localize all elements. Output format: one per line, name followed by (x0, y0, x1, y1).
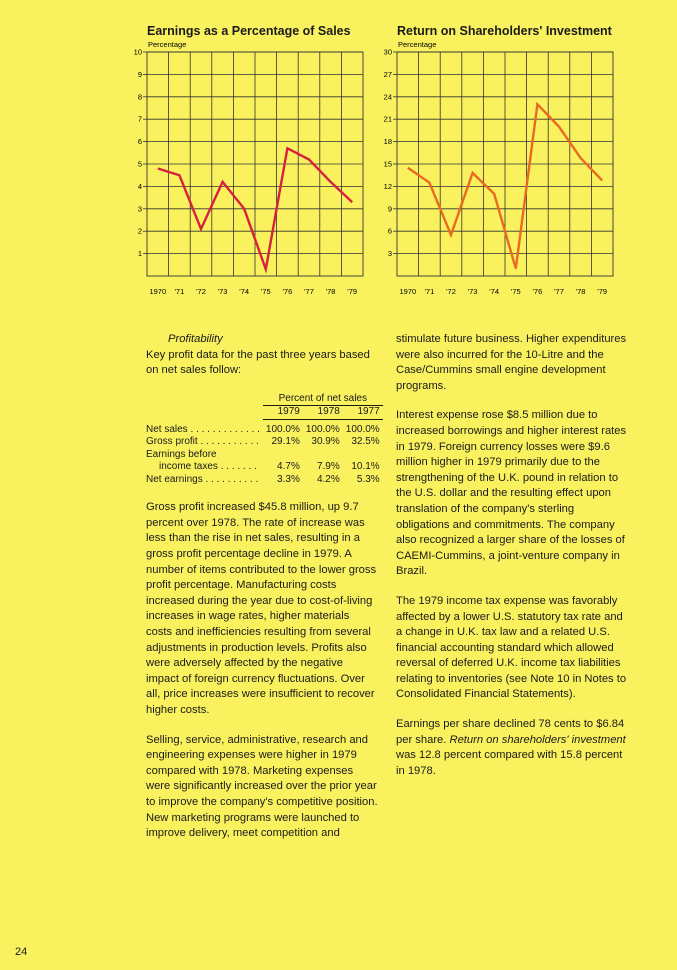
cell-value: 32.5% (351, 436, 380, 448)
y-tick-label: 5 (137, 159, 142, 169)
return-on-investment-chart (375, 38, 615, 303)
x-tick-label: 1970 (149, 287, 167, 296)
x-tick-label: '76 (532, 287, 543, 296)
y-tick-label: 30 (383, 47, 392, 57)
x-tick-label: '71 (424, 287, 435, 296)
y-axis-label: Percentage (398, 40, 437, 49)
chart-title-return: Return on Shareholders' Investment (397, 24, 612, 38)
x-tick-label: '71 (174, 287, 185, 296)
cell-value: 29.1% (271, 436, 300, 448)
intro-paragraph: Key profit data for the past three years based on net sales follow: (146, 348, 370, 377)
x-tick-label: '75 (260, 287, 271, 296)
x-tick-label: '77 (304, 287, 314, 296)
row-label: income taxes . . . . . . . (159, 461, 257, 473)
table-span-header: Percent of net sales (263, 393, 383, 406)
profit-data-table (146, 393, 383, 487)
right-column (396, 332, 628, 793)
page-number: 24 (15, 946, 28, 958)
x-tick-label: '73 (467, 287, 478, 296)
table-row (146, 461, 383, 474)
y-tick-label: 18 (383, 137, 392, 147)
cell-value: 100.0% (305, 423, 340, 435)
y-tick-label: 3 (387, 249, 392, 259)
y-tick-label: 6 (387, 226, 392, 236)
eps-paragraph (396, 717, 628, 779)
y-tick-label: 9 (137, 69, 142, 79)
cell-value: 10.1% (351, 461, 380, 473)
x-tick-label: '78 (325, 287, 336, 296)
expenses-paragraph: Selling, service, administrative, research and engineering expenses were higher in 1979 compared with 1978. Marketing expenses were significantly increased over the prior year to improve the company's competitive position. New marketing programs were launched to improve delivery, meet competition and (146, 733, 378, 840)
x-tick-label: '74 (489, 287, 500, 296)
year-header-1979: 1979 (263, 406, 303, 420)
gross-profit-paragraph: Gross profit increased $45.8 million, up 9.7 percent over 1978. The rate of increase was less than the rise in net sales, resulting in a gross profit percentage decline in 1979. A number of items contributed to the lower gross profit percentage. Manufacturing costs increased during the year due to cost-of-living increases in wage rates, higher materials costs and inefficiencies resulting from several adjustments in production levels. Profits also were adversely affected by the negative impact of foreign currency fluctuations. Over all, price increases were insufficient to recover higher costs. (146, 501, 377, 716)
x-tick-label: '72 (446, 287, 456, 296)
earnings-percentage-chart (125, 38, 365, 303)
y-tick-label: 10 (133, 47, 142, 57)
cell-value: 3.3% (277, 473, 300, 485)
row-label: Earnings before (146, 448, 217, 460)
expenditures-paragraph: stimulate future business. Higher expenditures were also incurred for the 10-Litre and the Case/Cummins small engine development programs. (396, 333, 627, 392)
x-tick-label: '73 (217, 287, 228, 296)
y-tick-label: 2 (137, 226, 142, 236)
row-label: Net sales . . . . . . . . . . . . . (146, 423, 260, 435)
y-tick-label: 12 (383, 181, 392, 191)
x-tick-label: 1970 (399, 287, 417, 296)
y-tick-label: 8 (137, 92, 142, 102)
y-tick-label: 3 (137, 204, 142, 214)
y-axis-label: Percentage (148, 40, 187, 49)
y-tick-label: 7 (137, 114, 142, 124)
x-tick-label: '78 (575, 287, 586, 296)
x-tick-label: '75 (510, 287, 521, 296)
income-tax-paragraph: The 1979 income tax expense was favorably affected by a lower U.S. statutory tax rate and a change in U.K. tax law and a related U.S. financial accounting standard which allowed reversal of deferred U.K. income tax liabilities relating to inventories (see Note 10 in Notes to Consolidated Financial Statements). (396, 594, 627, 701)
year-header-1977: 1977 (343, 406, 383, 420)
row-label: Gross profit . . . . . . . . . . . (146, 436, 259, 448)
x-tick-label: '77 (554, 287, 564, 296)
y-tick-label: 24 (383, 92, 392, 102)
section-heading-profitability: Profitability (168, 333, 223, 345)
x-tick-label: '79 (347, 287, 358, 296)
row-label: Net earnings . . . . . . . . . . (146, 473, 259, 485)
table-row (146, 424, 383, 437)
y-tick-label: 27 (383, 69, 392, 79)
interest-expense-paragraph: Interest expense rose $8.5 million due to increased borrowings and higher interest rates in 1979. Foreign currency losses were $9.6 million higher in 1979 primarily due to the strengthening of the U.K. pound in relation to the U.S. dollar and the resulting effect upon translation of the company's sterling obligations and commitments. The company also recognized a larger share of the losses of CAEMI-Cummins, a joint-venture company in Brazil. (396, 409, 627, 578)
table-row (146, 474, 383, 487)
eps-italic-phrase: Return on shareholders' investment (449, 733, 626, 746)
year-header-1978: 1978 (303, 406, 343, 420)
y-tick-label: 15 (383, 159, 392, 169)
cell-value: 5.3% (356, 473, 380, 485)
x-tick-label: '74 (239, 287, 250, 296)
y-tick-label: 4 (137, 181, 142, 191)
cell-value: 7.9% (316, 461, 340, 473)
cell-value: 4.2% (316, 473, 340, 485)
x-tick-label: '79 (597, 287, 608, 296)
left-column (146, 332, 378, 856)
y-tick-label: 6 (137, 137, 142, 147)
cell-value: 4.7% (277, 461, 300, 473)
x-tick-label: '76 (282, 287, 293, 296)
table-row (146, 449, 383, 462)
y-tick-label: 9 (387, 204, 392, 214)
table-row (146, 436, 383, 449)
cell-value: 100.0% (265, 423, 300, 435)
cell-value: 30.9% (311, 436, 340, 448)
x-tick-label: '72 (196, 287, 206, 296)
y-tick-label: 1 (137, 249, 142, 259)
eps-text-end: was 12.8 percent compared with 15.8 percent in 1978. (396, 749, 623, 777)
cell-value: 100.0% (345, 423, 380, 435)
eps-text-start: Earnings per share declined 78 cents to $6.84 per share. (396, 718, 625, 746)
chart-title-earnings: Earnings as a Percentage of Sales (147, 24, 351, 38)
y-tick-label: 21 (383, 114, 392, 124)
